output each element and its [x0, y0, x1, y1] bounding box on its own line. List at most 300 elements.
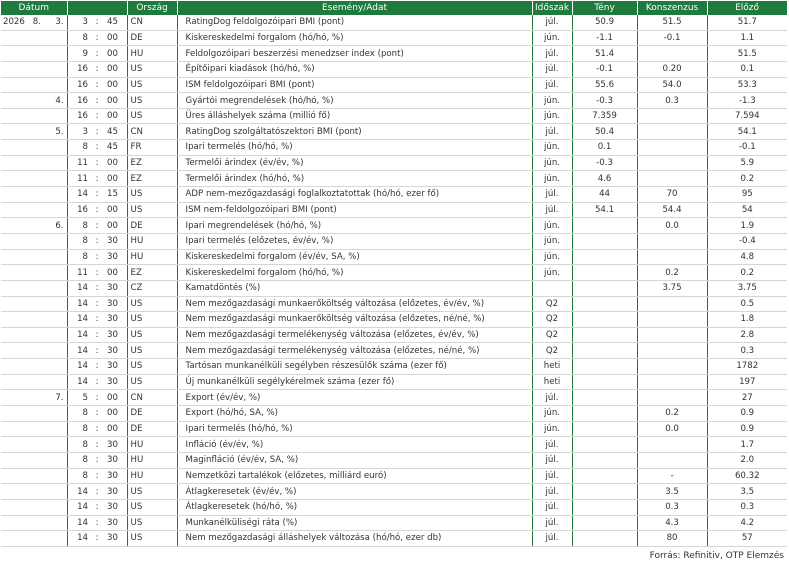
cell-event: Új munkanélküli segélykérelmek száma (ezer fő) [177, 374, 532, 390]
cell-country: CN [127, 124, 177, 140]
cell-day [44, 468, 67, 484]
cell-day: 4. [44, 93, 67, 109]
cell-day [44, 359, 67, 375]
cell-period: júl. [532, 187, 572, 203]
cell-period: jún. [532, 249, 572, 265]
time-separator: : [91, 437, 103, 453]
table-row [1, 296, 787, 312]
cell-year [1, 171, 26, 187]
time-separator: : [91, 499, 103, 515]
cell-event: Üres álláshelyek száma (millió fő) [177, 108, 532, 124]
cell-event: Nemzetközi tartalékok (előzetes, milliárd euró) [177, 468, 532, 484]
time-separator: : [91, 484, 103, 500]
cell-actual: 50.4 [572, 124, 637, 140]
cell-consensus [637, 327, 707, 343]
cell-month [26, 202, 44, 218]
cell-hh: 5 [67, 390, 91, 406]
cell-mm: 00 [103, 93, 127, 109]
cell-mm: 00 [103, 171, 127, 187]
cell-event: Nem mezőgazdasági termelékenység változása (előzetes, év/év, %) [177, 327, 532, 343]
cell-consensus [637, 312, 707, 328]
cell-event: RatingDog szolgáltatószektori BMI (pont) [177, 124, 532, 140]
cell-mm: 30 [103, 452, 127, 468]
table-row [1, 187, 787, 203]
cell-hh: 9 [67, 46, 91, 62]
cell-year [1, 484, 26, 500]
cell-hh: 8 [67, 140, 91, 156]
cell-previous: 0.1 [707, 61, 787, 77]
time-separator: : [91, 171, 103, 187]
time-separator: : [91, 108, 103, 124]
cell-previous: 51.7 [707, 15, 787, 30]
cell-actual: 4.6 [572, 171, 637, 187]
cell-event: Ipari termelés (előzetes, év/év, %) [177, 233, 532, 249]
cell-consensus [637, 108, 707, 124]
cell-hh: 3 [67, 124, 91, 140]
table-row [1, 343, 787, 359]
cell-country: HU [127, 437, 177, 453]
table-header [1, 1, 787, 15]
time-separator: : [91, 280, 103, 296]
cell-previous: 2.0 [707, 452, 787, 468]
cell-mm: 00 [103, 155, 127, 171]
cell-consensus: 0.20 [637, 61, 707, 77]
cell-event: Kiskereskedelmi forgalom (év/év, SA, %) [177, 249, 532, 265]
cell-previous: 1.7 [707, 437, 787, 453]
cell-year [1, 187, 26, 203]
cell-actual: 44 [572, 187, 637, 203]
cell-mm: 30 [103, 437, 127, 453]
cell-mm: 45 [103, 15, 127, 30]
cell-mm: 15 [103, 187, 127, 203]
cell-country: US [127, 296, 177, 312]
cell-day [44, 484, 67, 500]
time-separator: : [91, 312, 103, 328]
cell-period: júl. [532, 515, 572, 531]
cell-event: Munkanélküliségi ráta (%) [177, 515, 532, 531]
cell-year [1, 531, 26, 547]
cell-day [44, 46, 67, 62]
cell-country: US [127, 327, 177, 343]
cell-event: Ipari termelés (hó/hó, %) [177, 140, 532, 156]
cell-day [44, 30, 67, 46]
cell-event: Gyártói megrendelések (hó/hó, %) [177, 93, 532, 109]
cell-period: jún. [532, 30, 572, 46]
time-separator: : [91, 390, 103, 406]
cell-day [44, 61, 67, 77]
cell-country: US [127, 77, 177, 93]
cell-consensus [637, 437, 707, 453]
cell-country: US [127, 108, 177, 124]
cell-previous: 51.5 [707, 46, 787, 62]
cell-hh: 11 [67, 171, 91, 187]
cell-country: US [127, 343, 177, 359]
cell-day [44, 280, 67, 296]
cell-period: heti [532, 374, 572, 390]
cell-actual [572, 390, 637, 406]
cell-year [1, 499, 26, 515]
cell-country: DE [127, 406, 177, 422]
cell-hh: 14 [67, 484, 91, 500]
time-separator: : [91, 265, 103, 281]
cell-consensus: 3.75 [637, 280, 707, 296]
cell-event: Nem mezőgazdasági álláshelyek változása (hó/hó, ezer db) [177, 531, 532, 547]
cell-day: 6. [44, 218, 67, 234]
cell-consensus: 0.0 [637, 421, 707, 437]
table-row [1, 312, 787, 328]
time-separator: : [91, 30, 103, 46]
table-row [1, 359, 787, 375]
cell-previous: 0.2 [707, 265, 787, 281]
cell-previous: 53.3 [707, 77, 787, 93]
cell-country: HU [127, 233, 177, 249]
cell-mm: 00 [103, 202, 127, 218]
table-row [1, 30, 787, 46]
cell-country: US [127, 187, 177, 203]
cell-day [44, 499, 67, 515]
source-note: Forrás: Refinitiv, OTP Elemzés [649, 550, 784, 561]
cell-hh: 8 [67, 30, 91, 46]
cell-year [1, 437, 26, 453]
header-country: Ország [127, 1, 177, 15]
cell-consensus [637, 233, 707, 249]
cell-period: júl. [532, 390, 572, 406]
cell-consensus [637, 374, 707, 390]
cell-consensus [637, 390, 707, 406]
cell-mm: 00 [103, 218, 127, 234]
cell-consensus: 0.3 [637, 499, 707, 515]
cell-actual: -1.1 [572, 30, 637, 46]
cell-consensus: 51.5 [637, 15, 707, 30]
cell-mm: 00 [103, 61, 127, 77]
table-row [1, 124, 787, 140]
table-row [1, 437, 787, 453]
cell-hh: 8 [67, 233, 91, 249]
cell-period: jún. [532, 233, 572, 249]
cell-month [26, 421, 44, 437]
cell-previous: 0.2 [707, 171, 787, 187]
cell-period: júl. [532, 202, 572, 218]
table-row [1, 406, 787, 422]
cell-period: júl. [532, 452, 572, 468]
cell-event: Ipari megrendelések (hó/hó, %) [177, 218, 532, 234]
table-row [1, 218, 787, 234]
cell-actual [572, 343, 637, 359]
cell-event: ISM feldolgozóipari BMI (pont) [177, 77, 532, 93]
cell-previous: 1.9 [707, 218, 787, 234]
cell-period: Q2 [532, 296, 572, 312]
time-separator: : [91, 531, 103, 547]
table-row [1, 484, 787, 500]
cell-event: Kiskereskedelmi forgalom (hó/hó, %) [177, 265, 532, 281]
cell-previous: 1.8 [707, 312, 787, 328]
cell-day [44, 343, 67, 359]
cell-year [1, 359, 26, 375]
cell-consensus: 0.3 [637, 93, 707, 109]
cell-consensus [637, 140, 707, 156]
cell-actual: 7.359 [572, 108, 637, 124]
cell-previous: -1.3 [707, 93, 787, 109]
cell-hh: 11 [67, 265, 91, 281]
table-row [1, 499, 787, 515]
cell-day: 7. [44, 390, 67, 406]
cell-actual: -0.1 [572, 61, 637, 77]
cell-month [26, 452, 44, 468]
table-row [1, 280, 787, 296]
cell-period: jún. [532, 265, 572, 281]
cell-month [26, 390, 44, 406]
cell-year [1, 265, 26, 281]
cell-mm: 00 [103, 46, 127, 62]
cell-hh: 14 [67, 531, 91, 547]
cell-hh: 16 [67, 61, 91, 77]
cell-period: júl. [532, 15, 572, 30]
cell-event: Tartósan munkanélküli segélyben részesülők száma (ezer fő) [177, 359, 532, 375]
time-separator: : [91, 77, 103, 93]
cell-actual: 55.6 [572, 77, 637, 93]
cell-hh: 14 [67, 343, 91, 359]
cell-year [1, 233, 26, 249]
cell-mm: 30 [103, 296, 127, 312]
cell-year [1, 280, 26, 296]
time-separator: : [91, 515, 103, 531]
cell-event: Nem mezőgazdasági munkaerőköltség változása (előzetes, né/né, %) [177, 312, 532, 328]
cell-day [44, 515, 67, 531]
cell-event: Építőipari kiadások (hó/hó, %) [177, 61, 532, 77]
cell-consensus [637, 249, 707, 265]
economic-calendar-table [1, 1, 788, 547]
cell-actual: 0.1 [572, 140, 637, 156]
cell-period: jún. [532, 421, 572, 437]
cell-year [1, 296, 26, 312]
table-row [1, 202, 787, 218]
header-actual: Tény [572, 1, 637, 15]
cell-mm: 30 [103, 280, 127, 296]
cell-consensus [637, 452, 707, 468]
cell-country: HU [127, 468, 177, 484]
cell-month [26, 343, 44, 359]
cell-year [1, 155, 26, 171]
cell-hh: 14 [67, 187, 91, 203]
cell-year [1, 406, 26, 422]
cell-hh: 8 [67, 406, 91, 422]
cell-actual [572, 437, 637, 453]
cell-day [44, 327, 67, 343]
cell-hh: 14 [67, 280, 91, 296]
cell-consensus: 0.2 [637, 265, 707, 281]
cell-previous: 3.5 [707, 484, 787, 500]
cell-event: Infláció (év/év, %) [177, 437, 532, 453]
cell-mm: 30 [103, 343, 127, 359]
cell-consensus: 80 [637, 531, 707, 547]
cell-event: Kamatdöntés (%) [177, 280, 532, 296]
header-period: Időszak [532, 1, 572, 15]
cell-consensus: 0.2 [637, 406, 707, 422]
cell-year [1, 468, 26, 484]
cell-consensus: -0.1 [637, 30, 707, 46]
cell-event: Ipari termelés (hó/hó, %) [177, 421, 532, 437]
time-separator: : [91, 61, 103, 77]
cell-consensus [637, 296, 707, 312]
cell-mm: 30 [103, 531, 127, 547]
cell-mm: 00 [103, 265, 127, 281]
cell-period: júl. [532, 499, 572, 515]
header-time [67, 1, 127, 15]
cell-day [44, 155, 67, 171]
cell-period: júl. [532, 468, 572, 484]
cell-actual: 51.4 [572, 46, 637, 62]
cell-period: jún. [532, 171, 572, 187]
time-separator: : [91, 218, 103, 234]
cell-period: Q2 [532, 327, 572, 343]
cell-month [26, 499, 44, 515]
cell-period: júl. [532, 46, 572, 62]
cell-previous: 4.8 [707, 249, 787, 265]
cell-previous: 27 [707, 390, 787, 406]
cell-hh: 14 [67, 359, 91, 375]
cell-year [1, 108, 26, 124]
cell-month [26, 140, 44, 156]
cell-month [26, 296, 44, 312]
time-separator: : [91, 359, 103, 375]
cell-hh: 16 [67, 93, 91, 109]
cell-mm: 30 [103, 374, 127, 390]
cell-year [1, 390, 26, 406]
cell-mm: 30 [103, 515, 127, 531]
cell-period: jún. [532, 155, 572, 171]
cell-event: ISM nem-feldolgozóipari BMI (pont) [177, 202, 532, 218]
cell-previous: 1782 [707, 359, 787, 375]
cell-actual: 50.9 [572, 15, 637, 30]
time-separator: : [91, 46, 103, 62]
time-separator: : [91, 202, 103, 218]
cell-hh: 14 [67, 327, 91, 343]
cell-country: US [127, 531, 177, 547]
table-row [1, 171, 787, 187]
cell-consensus [637, 124, 707, 140]
cell-actual [572, 327, 637, 343]
cell-day [44, 452, 67, 468]
cell-country: DE [127, 218, 177, 234]
cell-hh: 8 [67, 468, 91, 484]
cell-previous: -0.4 [707, 233, 787, 249]
time-separator: : [91, 452, 103, 468]
cell-country: EZ [127, 265, 177, 281]
cell-month [26, 233, 44, 249]
cell-year [1, 77, 26, 93]
cell-period [532, 280, 572, 296]
cell-period: júl. [532, 61, 572, 77]
cell-event: Nem mezőgazdasági termelékenység változása (előzetes, né/né, %) [177, 343, 532, 359]
cell-hh: 14 [67, 374, 91, 390]
cell-hh: 16 [67, 77, 91, 93]
cell-actual [572, 499, 637, 515]
cell-day [44, 312, 67, 328]
cell-mm: 30 [103, 468, 127, 484]
table-row [1, 531, 787, 547]
cell-previous: 60.32 [707, 468, 787, 484]
cell-previous: 54.1 [707, 124, 787, 140]
cell-consensus [637, 171, 707, 187]
time-separator: : [91, 421, 103, 437]
table-row [1, 46, 787, 62]
cell-day [44, 233, 67, 249]
cell-mm: 30 [103, 233, 127, 249]
header-consensus: Konszenzus [637, 1, 707, 15]
cell-month [26, 280, 44, 296]
cell-month [26, 218, 44, 234]
cell-event: Kiskereskedelmi forgalom (hó/hó, %) [177, 30, 532, 46]
cell-previous: 197 [707, 374, 787, 390]
cell-event: Termelői árindex (év/év, %) [177, 155, 532, 171]
cell-event: Export (év/év, %) [177, 390, 532, 406]
cell-event: Átlagkeresetek (hó/hó, %) [177, 499, 532, 515]
cell-previous: 4.2 [707, 515, 787, 531]
table-row [1, 93, 787, 109]
cell-month [26, 312, 44, 328]
cell-country: FR [127, 140, 177, 156]
cell-day [44, 187, 67, 203]
cell-country: HU [127, 452, 177, 468]
cell-day [44, 108, 67, 124]
cell-hh: 8 [67, 249, 91, 265]
cell-mm: 30 [103, 359, 127, 375]
cell-consensus [637, 343, 707, 359]
header-date: Dátum [1, 1, 67, 15]
cell-country: US [127, 515, 177, 531]
cell-mm: 45 [103, 140, 127, 156]
cell-country: US [127, 484, 177, 500]
cell-period: jún. [532, 93, 572, 109]
cell-day: 5. [44, 124, 67, 140]
cell-month [26, 374, 44, 390]
cell-year [1, 374, 26, 390]
cell-mm: 30 [103, 499, 127, 515]
cell-month [26, 327, 44, 343]
cell-actual [572, 468, 637, 484]
cell-month [26, 30, 44, 46]
cell-actual [572, 374, 637, 390]
cell-country: CN [127, 390, 177, 406]
cell-country: US [127, 359, 177, 375]
cell-year [1, 93, 26, 109]
cell-actual: -0.3 [572, 93, 637, 109]
table-row [1, 15, 787, 30]
cell-month [26, 93, 44, 109]
cell-month [26, 77, 44, 93]
cell-previous: 0.9 [707, 421, 787, 437]
cell-hh: 3 [67, 15, 91, 30]
cell-mm: 00 [103, 30, 127, 46]
table-row [1, 327, 787, 343]
cell-actual [572, 312, 637, 328]
cell-day [44, 140, 67, 156]
cell-year: 2026 [1, 15, 26, 30]
table-row [1, 421, 787, 437]
cell-year [1, 327, 26, 343]
cell-hh: 8 [67, 421, 91, 437]
cell-month [26, 61, 44, 77]
cell-previous: 0.5 [707, 296, 787, 312]
cell-year [1, 515, 26, 531]
cell-event: ADP nem-mezőgazdasági foglalkoztatottak (hó/hó, ezer fő) [177, 187, 532, 203]
cell-day [44, 202, 67, 218]
cell-year [1, 202, 26, 218]
cell-hh: 14 [67, 499, 91, 515]
cell-event: Nem mezőgazdasági munkaerőköltség változása (előzetes, év/év, %) [177, 296, 532, 312]
cell-consensus: 54.4 [637, 202, 707, 218]
cell-period: Q2 [532, 312, 572, 328]
